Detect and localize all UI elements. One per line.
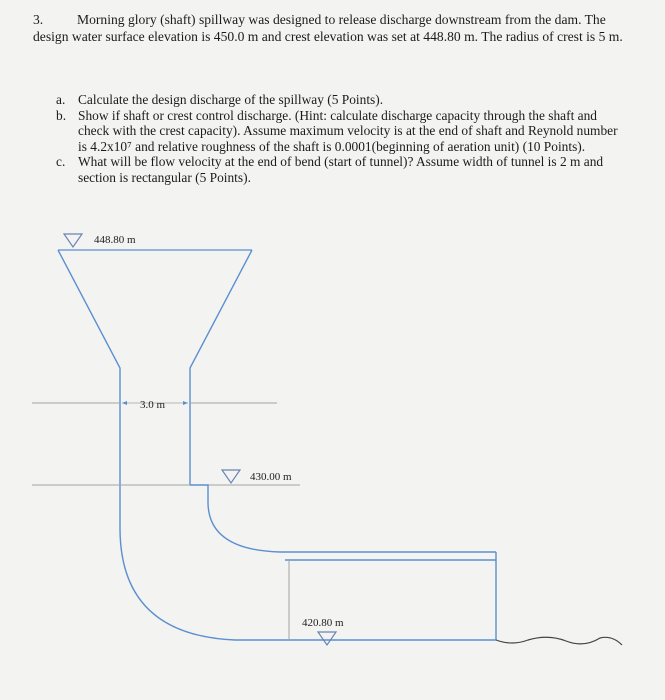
part-c <box>56 154 626 185</box>
problem-text: Morning glory (shaft) spillway was designed to release discharge downstream from the dam. The design water surface elevation is 450.0 m and crest elevation was set at 448.80 m. The radius of crest is 5 m. <box>33 12 623 44</box>
spillway-diagram <box>0 220 665 700</box>
crest-elevation-label: 448.80 m <box>94 234 136 246</box>
tunnel-elevation-label: 420.80 m <box>302 617 344 629</box>
crest-water-level-icon <box>64 234 82 247</box>
part-a <box>56 92 626 108</box>
funnel-left-wall <box>58 250 120 528</box>
bend-water-level-icon <box>222 470 240 483</box>
problem-statement <box>33 12 633 45</box>
spillway-figure <box>0 220 665 700</box>
shaft-width-label: 3.0 m <box>140 399 166 411</box>
problem-parts <box>56 92 626 186</box>
bend-inner-curve <box>190 485 496 552</box>
part-a-letter: a. <box>56 92 66 107</box>
part-a-text: Calculate the design discharge of the spillway (5 Points). <box>78 92 384 107</box>
part-c-letter: c. <box>56 154 66 170</box>
part-c-text: What will be flow velocity at the end of bend (start of tunnel)? Assume width of tunnel is 2 m and section is rectangular (5 Points). <box>78 154 604 185</box>
problem-number: 3. <box>33 12 44 27</box>
part-b-text: Show if shaft or crest control discharge. (Hint: calculate discharge capacity through the shaft and check with the crest capacity). Assume maximum velocity is at the end of shaft and Reynold number is 4.2x10⁷ and relative roughness of the shaft is 0.0001(beginning of aeration unit) (10 Points). <box>78 107 618 154</box>
funnel-right-wall <box>190 250 252 485</box>
part-b-letter: b. <box>56 107 67 123</box>
part-b <box>56 108 626 155</box>
downstream-ground-line <box>496 637 622 645</box>
tunnel-water-level-icon <box>318 632 336 645</box>
arrow-head-left <box>122 401 127 405</box>
bend-elevation-label: 430.00 m <box>250 471 292 483</box>
arrow-head-right <box>183 401 188 405</box>
